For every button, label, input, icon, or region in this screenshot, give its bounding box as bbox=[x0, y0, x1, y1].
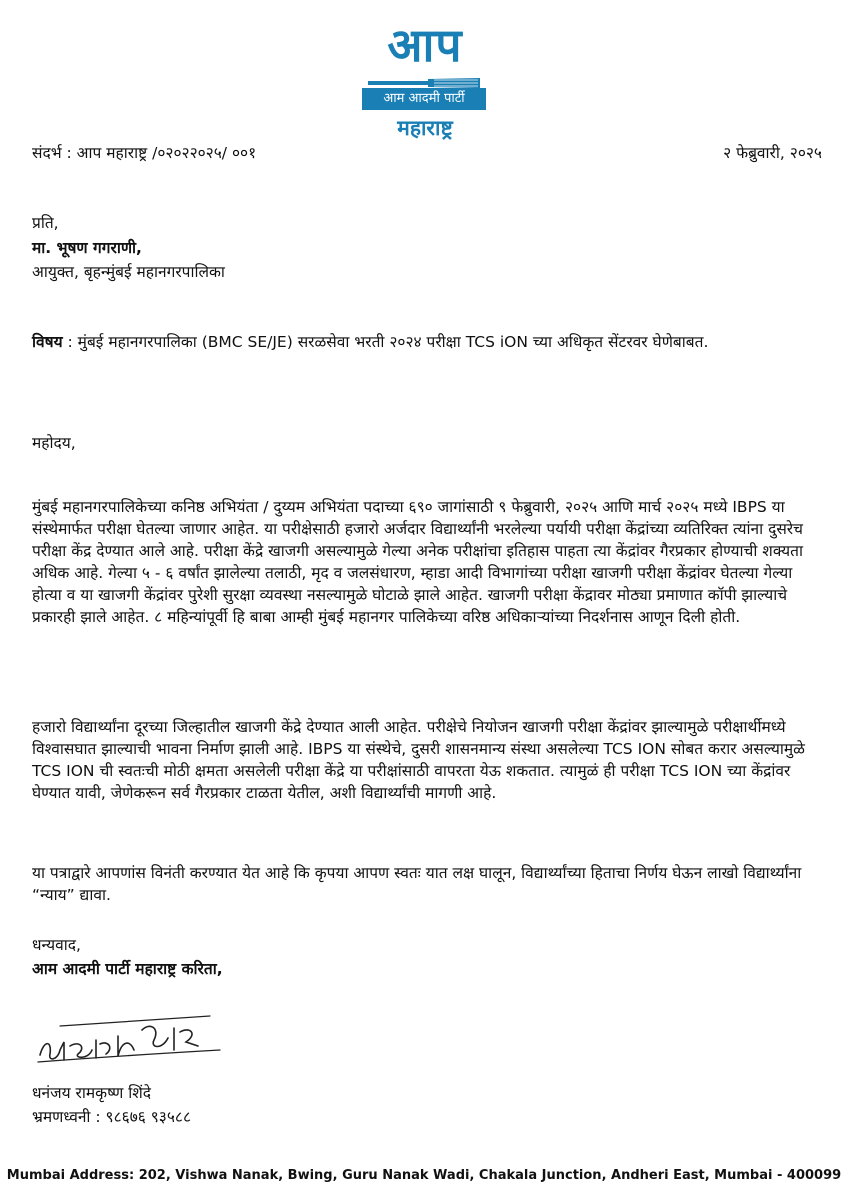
subject-line bbox=[32, 331, 812, 353]
body-paragraph-2: हजारो विद्यार्थ्यांना दूरच्या जिल्हातील खाजगी केंद्रे देण्यात आली आहेत. परीक्षेचे नियोजन खाजगी परीक्षा केंद्रांवर झाल्यामुळे परीक्षार्थीमध्ये विश्वासघात झाल्याची भावना निर्माण झाली आहे. IBPS या संस्थेचे, दुसरी शासनमान्य संस्था असलेल्या TCS ION सोबत करार असल्यामुळे TCS ION ची स्वतःची मोठी क्षमता असलेली परीक्षा केंद्रे या परीक्षांसाठी वापरता येऊ शकतात. त्यामुळं ही परीक्षा TCS ION च्या केंद्रांवर घेण्यात यावी, जेणेकरून सर्व गैरप्रकार टाळता येतील, अशी विद्यार्थ्यांची मागणी आहे. bbox=[32, 718, 805, 802]
subject-text: : मुंबई महानगरपालिका (BMC SE/JE) सरळसेवा भरती २०२४ परीक्षा TCS iON च्या अधिकृत सेंटरवर घेणेबाबत. bbox=[62, 333, 709, 351]
salutation: महोदय, bbox=[32, 434, 76, 452]
recipient-to: प्रति, bbox=[32, 214, 59, 232]
party-logo bbox=[360, 18, 490, 142]
signatory-name: धनंजय रामकृष्ण शिंदे bbox=[32, 1084, 151, 1102]
logo-party-name: आम आदमी पार्टी bbox=[362, 88, 486, 110]
logo-state-name: महाराष्ट्र bbox=[397, 116, 453, 140]
recipient-designation: आयुक्त, बृहन्मुंबई महानगरपालिका bbox=[32, 263, 225, 281]
body-paragraph-1: मुंबई महानगरपालिकेच्या कनिष्ठ अभियंता / दुय्यम अभियंता पदाच्या ६९० जागांसाठी ९ फेब्रुवारी, २०२५ आणि मार्च २०२५ मध्ये IBPS या संस्थेमार्फत परीक्षा घेतल्या जाणार आहेत. या परीक्षेसाठी हजारो अर्जदार विद्यार्थ्यांनी भरलेल्या पर्यायी परीक्षा केंद्रांच्या व्यतिरिक्त त्यांना दुसरेच परीक्षा केंद्र देण्यात आले आहे. परीक्षा केंद्रे खाजगी असल्यामुळे गेल्या अनेक परीक्षांचा इतिहास पाहता त्या केंद्रांवर गैरप्रकार होण्याची शक्यता अधिक आहे. गेल्या ५ - ६ वर्षांत झालेल्या तलाठी, मृद व जलसंधारण, म्हाडा आदी विभागांच्या परीक्षा खाजगी परीक्षा केंद्रांवर घेतल्या गेल्या होत्या व या खाजगी केंद्रांवर पुरेशी सुरक्षा व्यवस्था नसल्यामुळे घोटाळे झाले आहेत. खाजगी परीक्षा केंद्रावर मोठ्या प्रमाणात कॉपी झाल्याचे प्रकारही झाले आहेत. ८ महिन्यांपूर्वी हि बाबा आम्ही मुंबई महानगर पालिकेच्या वरिष्ठ अधिकाऱ्यांच्या निदर्शनास आणून दिली होती. bbox=[32, 498, 803, 626]
signatory-phone: भ्रमणध्वनी : ९८६७६ ९३५८८ bbox=[32, 1108, 192, 1126]
subject-label: विषय bbox=[32, 333, 63, 351]
reference-number: संदर्भ : आप महाराष्ट्र /०२०२२०२५/ ००१ bbox=[32, 144, 257, 162]
closing-organization: आम आदमी पार्टी महाराष्ट्र करिता, bbox=[32, 960, 223, 978]
footer-address: Mumbai Address: 202, Vishwa Nanak, Bwing, Guru Nanak Wadi, Chakala Junction, Andheri East, Mumbai - 400099 bbox=[6, 1168, 842, 1183]
logo-main-text: आप bbox=[387, 18, 463, 72]
closing-thanks: धन्यवाद, bbox=[32, 936, 81, 954]
recipient-name: मा. भूषण गगराणी, bbox=[32, 239, 142, 257]
letter-date: २ फेब्रुवारी, २०२५ bbox=[723, 144, 822, 162]
broom-icon bbox=[368, 78, 480, 88]
handwritten-signature bbox=[30, 1010, 230, 1080]
body-paragraph-3: या पत्राद्वारे आपणांस विनंती करण्यात येत आहे कि कृपया आपण स्वतः यात लक्ष घालून, विद्यार्थ्यांच्या हिताचा निर्णय घेऊन लाखो विद्यार्थ्यांना “न्याय” द्यावा. bbox=[32, 864, 802, 904]
